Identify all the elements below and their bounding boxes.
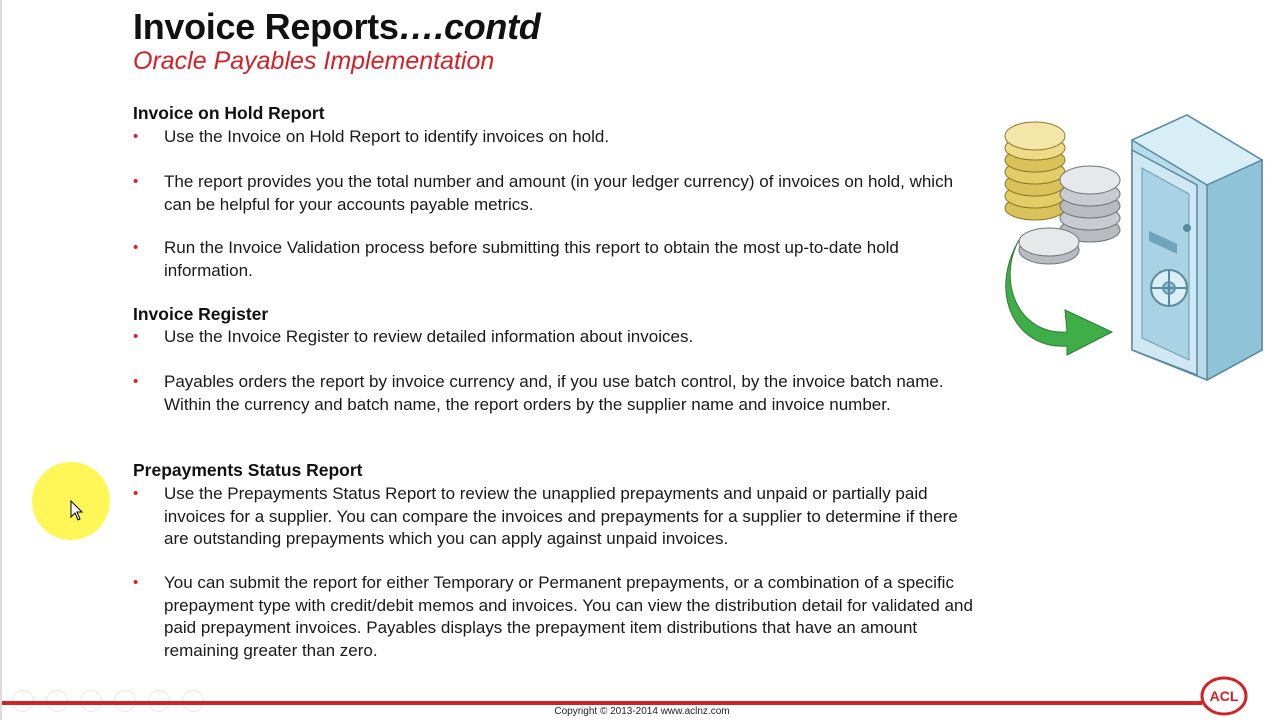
- bullet-item: [133, 572, 978, 662]
- bullet-dot: •: [133, 485, 139, 502]
- bullet-dot: •: [133, 373, 139, 390]
- bullet-text: Run the Invoice Validation process before submitting this report to obtain the most up-to-date hold information.: [164, 238, 899, 280]
- slide-subtitle: Oracle Payables Implementation: [133, 47, 495, 75]
- footer-divider: [2, 701, 1202, 705]
- title-suffix: ….contd: [398, 6, 541, 47]
- bullet-text: Payables orders the report by invoice currency and, if you use batch control, by the invoice batch name. Within the currency and batch name, the report orders by the supplier name and invoice number.: [164, 372, 944, 414]
- bullet-text: Use the Prepayments Status Report to review the unapplied prepayments and unpaid or partially paid invoices for a supplier. You can compare the invoices and prepayments for a supplier to determine if there are outstanding prepayments which you can apply against unpaid invoices.: [164, 484, 958, 548]
- section-heading-invoice-register: Invoice Register: [133, 304, 269, 324]
- logo-text: ACL: [1209, 688, 1239, 704]
- mouse-pointer-icon: [70, 500, 84, 522]
- bullet-dot: •: [133, 574, 139, 591]
- bullet-dot: •: [133, 173, 139, 190]
- bullet-dot: •: [133, 239, 139, 256]
- bullet-item: [133, 483, 978, 551]
- copyright-text: Copyright © 2013-2014 www.aclnz.com: [554, 706, 730, 717]
- acl-logo: [1200, 676, 1248, 716]
- bullet-item: [133, 371, 978, 416]
- section-heading-invoice-on-hold: Invoice on Hold Report: [133, 103, 325, 123]
- section-heading-prepayments-status: Prepayments Status Report: [133, 460, 363, 480]
- bullet-item: [133, 326, 978, 349]
- bullet-item: [133, 171, 978, 216]
- bullet-text: Use the Invoice Register to review detailed information about invoices.: [164, 327, 694, 346]
- title-main: Invoice Reports: [133, 6, 399, 47]
- bullet-item: [133, 237, 978, 282]
- bullet-text: Use the Invoice on Hold Report to identify invoices on hold.: [164, 127, 610, 146]
- bullet-dot: •: [133, 128, 139, 145]
- bullet-item: [133, 126, 978, 149]
- slide-title: [133, 6, 540, 48]
- coins-to-safe-icon: [997, 110, 1267, 390]
- bullet-text: The report provides you the total number and amount (in your ledger currency) of invoices on hold, which can be helpful for your accounts payable metrics.: [164, 172, 954, 214]
- bullet-dot: •: [133, 328, 139, 345]
- bullet-text: You can submit the report for either Temporary or Permanent prepayments, or a combination of a specific prepayment type with credit/debit memos and invoices. You can view the distribution detail for validated and paid prepayment invoices. Payables displays the prepayment item distributions that have an amount remaining greater than zero.: [164, 573, 973, 660]
